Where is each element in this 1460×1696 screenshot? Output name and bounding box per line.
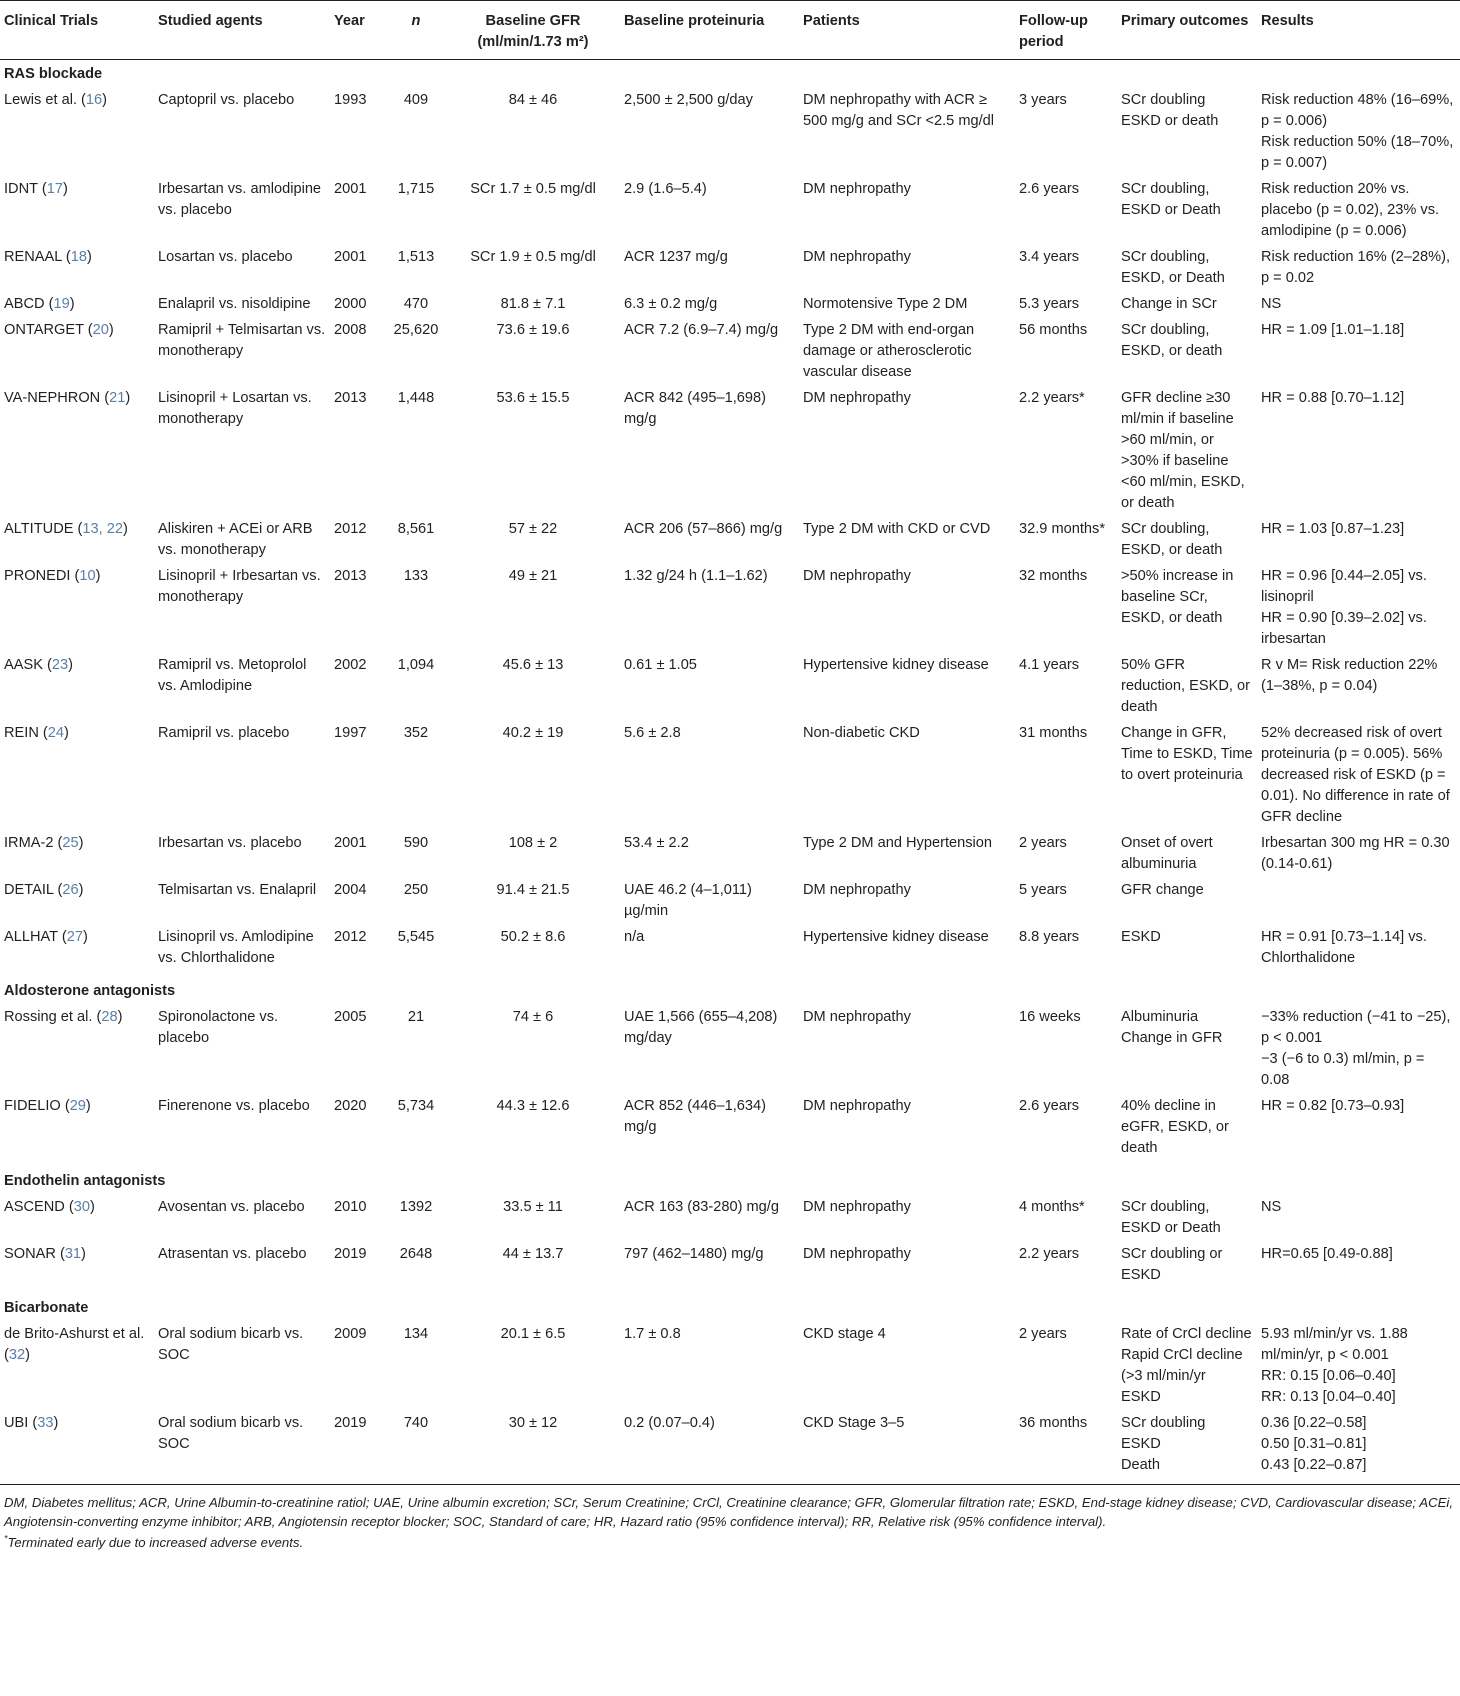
cell-outcomes: 40% decline in eGFR, ESKD, or death [1121,1098,1229,1156]
cell-patients: DM nephropathy [803,1199,911,1215]
cell-n: 1,513 [397,249,435,265]
cell-gfr: 74 ± 6 [512,1009,554,1025]
cell-proteinuria: 53.4 ± 2.2 [624,835,689,851]
table-row [0,317,1460,385]
header-outcomes: Primary outcomes [1117,1,1257,60]
cell-year: 2000 [334,296,367,312]
header-results: Results [1257,1,1460,60]
cell-year: 2012 [334,929,367,945]
cell-year: 2001 [334,835,367,851]
cell-gfr: 45.6 ± 13 [502,657,564,673]
cell-patients: DM nephropathy [803,568,911,584]
table-row [0,87,1460,176]
cell-followup: 2 years [1019,835,1067,851]
cell-trial [0,176,154,244]
cell-followup: 2.6 years [1019,181,1080,197]
cell-gfr: 40.2 ± 19 [502,725,564,741]
table-row [0,1241,1460,1294]
cell-agents: Losartan vs. placebo [158,249,293,265]
cell-trial [0,924,154,977]
trial-name: de Brito-Ashurst et al. ( [4,1326,145,1363]
cell-results: Irbesartan 300 mg HR = 0.30 (0.14-0.61) [1261,835,1450,872]
cell-year: 2019 [334,1415,367,1431]
trial-name: UBI ( [4,1415,38,1431]
cell-year: 1993 [334,92,367,108]
cell-n: 470 [403,296,429,312]
trial-name: Lewis et al. ( [4,92,86,108]
cell-patients: DM nephropathy [803,882,911,898]
cell-n: 1,448 [397,390,435,406]
cell-results: HR = 0.82 [0.73–0.93] [1261,1098,1405,1114]
cell-n: 5,545 [397,929,435,945]
cell-n: 8,561 [397,521,435,537]
cell-n: 1392 [399,1199,433,1215]
reference-link[interactable]: 21 [109,390,126,406]
trial-name-end: ) [95,568,101,584]
cell-results: 52% decreased risk of overt proteinuria (p = 0.005). 56% decreased risk of ESKD (p = 0.01). No difference in rate of GFR decline [1261,725,1450,825]
cell-agents: Aliskiren + ACEi or ARB vs. monotherapy [158,521,313,558]
trial-name-end: ) [68,657,73,673]
table-body [0,60,1460,1485]
cell-outcomes: Rate of CrCl decline Rapid CrCl decline (>3 ml/min/yr ESKD [1121,1326,1252,1405]
table-row [0,516,1460,563]
cell-results: −33% reduction (−41 to −25), p < 0.001 −3 (−6 to 0.3) ml/min, p = 0.08 [1261,1009,1451,1088]
cell-agents: Captopril vs. placebo [158,92,295,108]
cell-trial [0,1410,154,1485]
cell-n: 740 [403,1415,429,1431]
cell-patients: DM nephropathy [803,181,911,197]
cell-agents: Ramipril vs. placebo [158,725,290,741]
header-year: Year [330,1,386,60]
cell-outcomes: 50% GFR reduction, ESKD, or death [1121,657,1250,715]
cell-proteinuria: n/a [624,929,645,945]
footnote-abbreviations: DM, Diabetes mellitus; ACR, Urine Albumin-to-creatinine ratiol; UAE, Urine albumin excretion; SCr, Serum Creatinine; CrCl, Creatinine clearance; GFR, Glomerular filtration rate; ESKD, End-stage kidney disease; CVD, Cardiovascular disease; ACEi, Angiotensin-converting enzyme inhibitor; ARB, Angiotensin receptor blocker; SOC, Standard of care; HR, Hazard ratio (95% confidence interval); RR, Relative risk (95% confidence interval). [0,1485,1460,1534]
cell-followup: 31 months [1019,725,1088,741]
cell-proteinuria: ACR 842 (495–1,698) mg/g [624,390,766,427]
cell-n: 134 [403,1326,429,1342]
trial-name-end: ) [87,249,92,265]
cell-patients: Type 2 DM with CKD or CVD [803,521,991,537]
cell-year: 2009 [334,1326,367,1342]
cell-outcomes: SCr doubling, ESKD, or death [1121,322,1223,359]
trial-name-end: ) [69,296,75,312]
cell-patients: Type 2 DM and Hypertension [803,835,993,851]
cell-results: Risk reduction 48% (16–69%, p = 0.006) Risk reduction 50% (18–70%, p = 0.007) [1261,92,1454,171]
trial-name: DETAIL ( [4,882,63,898]
header-patients: Patients [799,1,1015,60]
cell-proteinuria: 2,500 ± 2,500 g/day [624,92,753,108]
cell-proteinuria: 6.3 ± 0.2 mg/g [624,296,718,312]
trial-name: PRONEDI ( [4,568,80,584]
cell-agents: Lisinopril vs. Amlodipine vs. Chlorthalidone [158,929,314,966]
cell-gfr: 108 ± 2 [508,835,558,851]
cell-trial [0,1093,154,1167]
reference-link[interactable]: 10 [79,568,96,584]
cell-agents: Ramipril vs. Metoprolol vs. Amlodipine [158,657,307,694]
table-row [0,1093,1460,1167]
cell-n: 1,094 [397,657,435,673]
reference-link[interactable]: 30 [73,1199,90,1215]
cell-gfr: 44 ± 13.7 [502,1246,564,1262]
footnote-asterisk [0,1533,1460,1554]
cell-trial [0,1241,154,1294]
cell-trial [0,1194,154,1241]
header-agents: Studied agents [154,1,330,60]
cell-outcomes: SCr doubling or ESKD [1121,1246,1223,1283]
cell-outcomes: ESKD [1121,929,1161,945]
cell-proteinuria: UAE 1,566 (655–4,208) mg/day [624,1009,778,1046]
trial-name-end: ) [89,1199,95,1215]
cell-patients: DM nephropathy [803,249,911,265]
cell-gfr: 84 ± 46 [508,92,558,108]
cell-year: 2004 [334,882,367,898]
cell-results: NS [1261,1199,1282,1215]
cell-trial [0,244,154,291]
header-gfr: Baseline GFR (ml/min/1.73 m²) [446,1,620,60]
cell-n: 2648 [399,1246,433,1262]
trial-name: SONAR ( [4,1246,65,1262]
cell-followup: 2.2 years [1019,1246,1080,1262]
trial-name-end: ) [81,1246,86,1262]
cell-gfr: 33.5 ± 11 [503,1199,563,1215]
table-row [0,1321,1460,1410]
cell-n: 5,734 [397,1098,435,1114]
table-row [0,563,1460,652]
cell-outcomes: GFR change [1121,882,1204,898]
header-followup: Follow-up period [1015,1,1117,60]
trial-name-end: ) [125,390,131,406]
table-header [0,1,1460,60]
cell-followup: 8.8 years [1019,929,1080,945]
cell-followup: 5.3 years [1019,296,1080,312]
cell-outcomes: >50% increase in baseline SCr, ESKD, or death [1121,568,1234,626]
trial-name: REIN ( [4,725,48,741]
cell-agents: Oral sodium bicarb vs. SOC [158,1415,304,1452]
section-row [0,1294,1460,1321]
cell-n: 590 [403,835,429,851]
reference-link[interactable]: 16 [85,92,103,108]
cell-year: 2002 [334,657,367,673]
cell-followup: 56 months [1019,322,1088,338]
cell-trial [0,720,154,830]
trial-name-end: ) [117,1009,123,1025]
cell-patients: DM nephropathy [803,1009,911,1025]
cell-outcomes: Change in SCr [1121,296,1217,312]
trial-name: AASK ( [4,657,52,673]
reference-link[interactable]: 19 [53,296,70,312]
trial-name: ALTITUDE ( [4,521,83,537]
cell-patients: DM nephropathy [803,1246,911,1262]
cell-outcomes: SCr doubling, ESKD or Death [1121,1199,1221,1236]
trial-name-end: ) [53,1415,59,1431]
trial-name: ABCD ( [4,296,54,312]
cell-results [1257,877,1460,924]
trial-name-end: ) [85,1098,91,1114]
trial-name-end: ) [122,521,128,537]
cell-gfr: 49 ± 21 [508,568,558,584]
table-row [0,1004,1460,1093]
reference-link[interactable]: 25 [62,835,79,851]
cell-outcomes: SCr doubling, ESKD, or Death [1121,249,1225,286]
table-row [0,1410,1460,1485]
cell-patients: Type 2 DM with end-organ damage or atherosclerotic vascular disease [803,322,975,380]
trial-name-end: ) [82,929,88,945]
cell-n: 250 [403,882,429,898]
reference-link[interactable]: 32 [8,1347,26,1363]
cell-patients: Normotensive Type 2 DM [803,296,968,312]
cell-patients: Hypertensive kidney disease [803,657,989,673]
cell-followup: 16 weeks [1019,1009,1081,1025]
trial-name-end: ) [78,882,84,898]
trial-name-end: ) [78,835,84,851]
cell-agents: Lisinopril + Losartan vs. monotherapy [158,390,312,427]
cell-followup: 4 months* [1019,1199,1085,1215]
cell-followup: 5 years [1019,882,1067,898]
reference-link[interactable]: 13, 22 [82,521,123,537]
cell-proteinuria: 797 (462–1480) mg/g [624,1246,764,1262]
cell-n: 133 [403,568,429,584]
header-proteinuria: Baseline proteinuria [620,1,799,60]
cell-outcomes: Onset of overt albuminuria [1121,835,1213,872]
table-row [0,244,1460,291]
cell-gfr: 53.6 ± 15.5 [496,390,570,406]
cell-outcomes: SCr doubling ESKD or death [1121,92,1219,129]
trial-name: RENAAL ( [4,249,71,265]
cell-trial [0,385,154,516]
section-title: RAS blockade [4,66,103,82]
trial-name: ASCEND ( [4,1199,74,1215]
cell-trial [0,516,154,563]
cell-outcomes: SCr doubling ESKD Death [1121,1415,1206,1473]
trial-name-end: ) [25,1347,30,1363]
table-footer [0,1485,1460,1555]
cell-results: HR = 1.03 [0.87–1.23] [1261,521,1405,537]
reference-link[interactable]: 26 [62,882,79,898]
reference-link[interactable]: 17 [46,181,63,197]
table-row [0,1194,1460,1241]
cell-followup: 36 months [1019,1415,1088,1431]
cell-proteinuria: ACR 852 (446–1,634) mg/g [624,1098,766,1135]
cell-year: 1997 [334,725,367,741]
cell-trial [0,317,154,385]
cell-n: 352 [403,725,429,741]
trial-name-end: ) [108,322,114,338]
cell-results: Risk reduction 16% (2–28%), p = 0.02 [1261,249,1450,286]
cell-year: 2001 [334,249,367,265]
cell-proteinuria: 2.9 (1.6–5.4) [624,181,707,197]
reference-link[interactable]: 29 [69,1098,86,1114]
header-trial: Clinical Trials [0,1,154,60]
section-title: Endothelin antagonists [4,1173,166,1189]
cell-gfr: 91.4 ± 21.5 [496,882,570,898]
cell-gfr: SCr 1.9 ± 0.5 mg/dl [470,249,596,265]
cell-agents: Avosentan vs. placebo [158,1199,305,1215]
cell-patients: DM nephropathy with ACR ≥ 500 mg/g and SCr <2.5 mg/dl [803,92,995,129]
cell-trial [0,87,154,176]
cell-agents: Lisinopril + Irbesartan vs. monotherapy [158,568,321,605]
cell-n: 21 [407,1009,425,1025]
reference-link[interactable]: 31 [64,1246,82,1262]
cell-agents: Ramipril + Telmisartan vs. monotherapy [158,322,326,359]
trial-name: ONTARGET ( [4,322,93,338]
cell-n: 409 [403,92,429,108]
cell-agents: Spironolactone vs. placebo [158,1009,279,1046]
cell-proteinuria: 1.7 ± 0.8 [624,1326,681,1342]
cell-agents: Atrasentan vs. placebo [158,1246,307,1262]
cell-year: 2013 [334,568,367,584]
reference-link[interactable]: 28 [101,1009,118,1025]
cell-results: R v M= Risk reduction 22% (1–38%, p = 0.04) [1261,657,1438,694]
cell-trial [0,291,154,317]
trial-name: VA-NEPHRON ( [4,390,110,406]
cell-results: NS [1261,296,1282,312]
cell-followup: 3.4 years [1019,249,1080,265]
cell-proteinuria: 5.6 ± 2.8 [624,725,681,741]
trial-name: IRMA-2 ( [4,835,63,851]
cell-year: 2020 [334,1098,367,1114]
reference-link[interactable]: 23 [51,657,69,673]
trial-name: IDNT ( [4,181,47,197]
cell-followup: 3 years [1019,92,1067,108]
cell-gfr: 57 ± 22 [508,521,558,537]
footnote-asterisk-mark: * [4,1533,8,1544]
cell-trial [0,1321,154,1410]
cell-proteinuria: UAE 46.2 (4–1,011) µg/min [624,882,752,919]
cell-gfr: SCr 1.7 ± 0.5 mg/dl [470,181,596,197]
cell-patients: DM nephropathy [803,390,911,406]
cell-proteinuria: ACR 206 (57–866) mg/g [624,521,783,537]
cell-outcomes: SCr doubling, ESKD, or death [1121,521,1223,558]
cell-outcomes: SCr doubling, ESKD or Death [1121,181,1221,218]
cell-followup: 2 years [1019,1326,1067,1342]
cell-followup: 4.1 years [1019,657,1080,673]
cell-results: HR = 0.91 [0.73–1.14] vs. Chlorthalidone [1261,929,1427,966]
cell-year: 2001 [334,181,367,197]
cell-patients: CKD stage 4 [803,1326,886,1342]
cell-outcomes: Change in GFR, Time to ESKD, Time to overt proteinuria [1121,725,1253,783]
cell-trial [0,1004,154,1093]
cell-year: 2008 [334,322,367,338]
cell-n: 1,715 [397,181,435,197]
cell-proteinuria: ACR 163 (83-280) mg/g [624,1199,779,1215]
cell-trial [0,652,154,720]
table-row [0,291,1460,317]
cell-gfr: 73.6 ± 19.6 [496,322,570,338]
cell-gfr: 50.2 ± 8.6 [500,929,566,945]
cell-gfr: 30 ± 12 [508,1415,558,1431]
cell-results: HR = 0.88 [0.70–1.12] [1261,390,1405,406]
cell-trial [0,877,154,924]
cell-followup: 32.9 months* [1019,521,1105,537]
cell-trial [0,830,154,877]
footnote-asterisk-text: Terminated early due to increased adverse events. [7,1535,304,1550]
cell-agents: Telmisartan vs. Enalapril [158,882,317,898]
cell-followup: 2.2 years* [1019,390,1085,406]
section-title: Bicarbonate [4,1300,89,1316]
section-row [0,60,1460,88]
section-row [0,977,1460,1004]
cell-results: HR = 0.96 [0.44–2.05] vs. lisinopril HR = 0.90 [0.39–2.02] vs. irbesartan [1261,568,1427,647]
cell-proteinuria: 0.2 (0.07–0.4) [624,1415,715,1431]
cell-outcomes: Albuminuria Change in GFR [1121,1009,1223,1046]
cell-year: 2010 [334,1199,367,1215]
trial-name-end: ) [102,92,108,108]
reference-link[interactable]: 33 [37,1415,54,1431]
trial-name-end: ) [64,725,69,741]
reference-link[interactable]: 24 [47,725,65,741]
table-row [0,652,1460,720]
cell-proteinuria: 0.61 ± 1.05 [624,657,697,673]
cell-year: 2019 [334,1246,367,1262]
reference-link[interactable]: 27 [66,929,83,945]
cell-patients: Hypertensive kidney disease [803,929,989,945]
cell-trial [0,563,154,652]
cell-agents: Finerenone vs. placebo [158,1098,310,1114]
cell-agents: Enalapril vs. nisoldipine [158,296,311,312]
cell-agents: Oral sodium bicarb vs. SOC [158,1326,304,1363]
cell-patients: CKD Stage 3–5 [803,1415,905,1431]
reference-link[interactable]: 20 [92,322,109,338]
cell-agents: Irbesartan vs. amlodipine vs. placebo [158,181,322,218]
cell-agents: Irbesartan vs. placebo [158,835,302,851]
cell-year: 2005 [334,1009,367,1025]
cell-results: 5.93 ml/min/yr vs. 1.88 ml/min/yr, p < 0.001 RR: 0.15 [0.06–0.40] RR: 0.13 [0.04–0.40] [1261,1326,1408,1405]
header-n: n [386,1,446,60]
cell-proteinuria: ACR 1237 mg/g [624,249,728,265]
cell-followup: 32 months [1019,568,1088,584]
cell-followup: 2.6 years [1019,1098,1080,1114]
section-row [0,1167,1460,1194]
cell-outcomes: GFR decline ≥30 ml/min if baseline >60 ml/min, or >30% if baseline <60 ml/min, ESKD, or death [1121,390,1245,511]
cell-gfr: 44.3 ± 12.6 [496,1098,570,1114]
table-row [0,176,1460,244]
table-row [0,877,1460,924]
cell-n: 25,620 [393,322,439,338]
reference-link[interactable]: 18 [70,249,88,265]
cell-results: Risk reduction 20% vs. placebo (p = 0.02), 23% vs. amlodipine (p = 0.006) [1261,181,1440,239]
cell-patients: Non-diabetic CKD [803,725,920,741]
table-row [0,924,1460,977]
cell-gfr: 81.8 ± 7.1 [500,296,566,312]
trial-name: FIDELIO ( [4,1098,70,1114]
cell-proteinuria: ACR 7.2 (6.9–7.4) mg/g [624,322,779,338]
table-row [0,830,1460,877]
cell-year: 2013 [334,390,367,406]
cell-year: 2012 [334,521,367,537]
cell-results: 0.36 [0.22–0.58] 0.50 [0.31–0.81] 0.43 [0.22–0.87] [1261,1415,1367,1473]
trial-name: ALLHAT ( [4,929,67,945]
cell-patients: DM nephropathy [803,1098,911,1114]
cell-gfr: 20.1 ± 6.5 [500,1326,566,1342]
section-title: Aldosterone antagonists [4,983,176,999]
trial-name-end: ) [62,181,68,197]
cell-proteinuria: 1.32 g/24 h (1.1–1.62) [624,568,768,584]
cell-results: HR = 1.09 [1.01–1.18] [1261,322,1405,338]
trial-name: Rossing et al. ( [4,1009,102,1025]
table-row [0,385,1460,516]
table-row [0,720,1460,830]
cell-results: HR=0.65 [0.49-0.88] [1261,1246,1393,1262]
